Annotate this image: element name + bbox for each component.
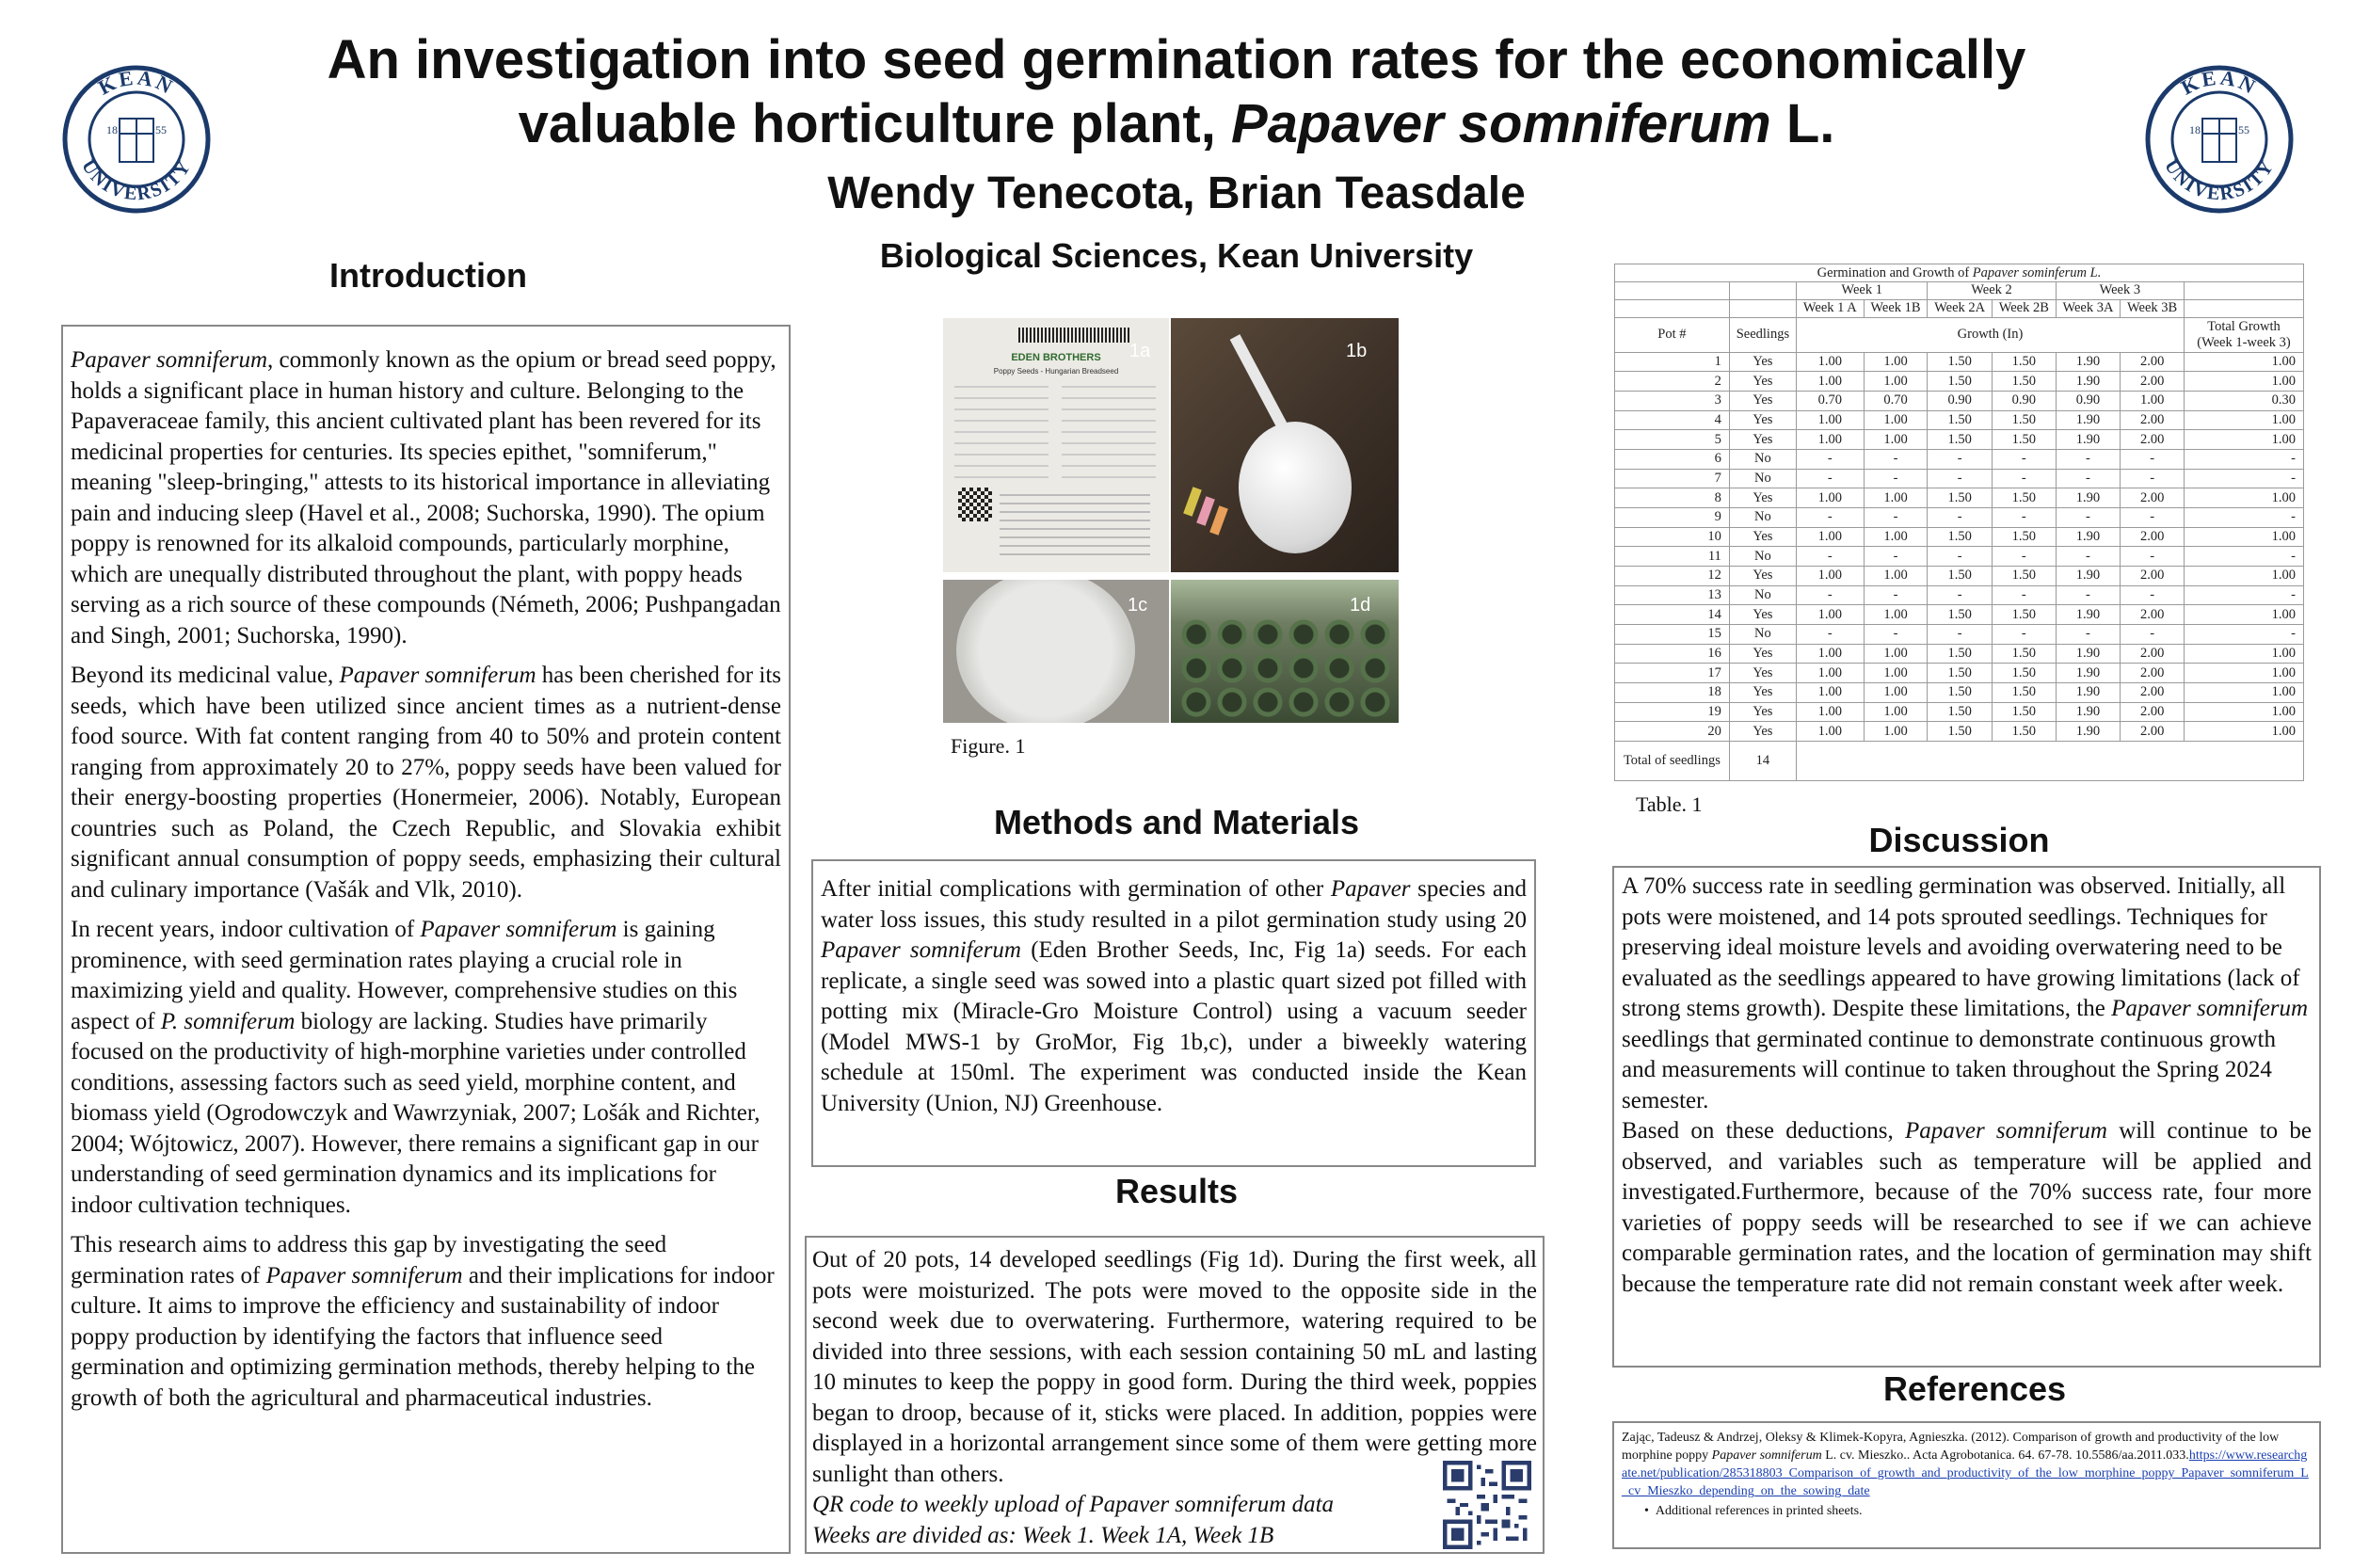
table-cell: - xyxy=(1864,450,1928,470)
germination-table xyxy=(1614,264,2304,781)
table-cell: 13 xyxy=(1615,585,1730,605)
table-cell: 2.00 xyxy=(2121,527,2185,547)
table-cell: 1.50 xyxy=(1992,410,2056,430)
figure-1a-seed-packet xyxy=(943,318,1169,572)
table-cell: Yes xyxy=(1729,352,1796,372)
table-cell: 1.90 xyxy=(2056,527,2121,547)
table-cell: - xyxy=(1992,585,2056,605)
table-row xyxy=(1615,392,2304,411)
logo-text-top: KEAN xyxy=(94,65,179,100)
figure-1d-seedling-pots xyxy=(1171,580,1399,723)
authors: Wendy Tenecota, Brian Teasdale xyxy=(827,168,1526,218)
table-cell: 0.90 xyxy=(1992,392,2056,411)
table-cell: - xyxy=(1797,547,1865,567)
table-cell: Yes xyxy=(1729,430,1796,450)
table-total-row xyxy=(1615,742,2304,781)
table-row xyxy=(1615,664,2304,683)
table-cell: - xyxy=(1928,508,1993,528)
table-cell: 1.90 xyxy=(2056,722,2121,742)
subcol-week1b: Week 1B xyxy=(1864,299,1928,317)
figure-1c-seed-tray xyxy=(943,580,1169,723)
table-cell: 8 xyxy=(1615,488,1730,508)
table-cell: - xyxy=(2056,547,2121,567)
subcol-week3a: Week 3A xyxy=(2056,299,2121,317)
table-cell: 17 xyxy=(1615,664,1730,683)
table-cell: 1.00 xyxy=(1864,664,1928,683)
table-cell: Yes xyxy=(1729,410,1796,430)
results-heading: Results xyxy=(1114,1172,1239,1210)
table-row xyxy=(1615,722,2304,742)
table-cell: 1.00 xyxy=(2185,683,2304,703)
table-row xyxy=(1615,605,2304,625)
table-cell: - xyxy=(1992,469,2056,488)
table-cell: 1.50 xyxy=(1928,644,1993,664)
table-cell: 1.00 xyxy=(1797,644,1865,664)
table-cell: - xyxy=(1992,508,2056,528)
total-label: Total of seedlings xyxy=(1615,742,1730,781)
figure-1b-vacuum-seeder xyxy=(1171,318,1399,572)
discussion-box xyxy=(1612,866,2321,1368)
table-cell: - xyxy=(2121,450,2185,470)
table-cell: - xyxy=(2056,469,2121,488)
col-seedlings: Seedlings xyxy=(1729,317,1796,352)
table-cell: 1.50 xyxy=(1928,527,1993,547)
intro-paragraph-2: Beyond its medicinal value, Papaver somniferum has been cherished for its seeds, which have been utilized since ancient times as a nutrient-dense food source. With fat content ranging from 40 to 50% and protein content ranging from approximately 20 to 27%, poppy seeds have been valued for their energy-boosting properties (Honermeier, 2006). Notably, European countries such as Poland, the Czech Republic, and Slovakia exhibit significant annual consumption of poppy seeds, emphasizing their cultural and culinary importance (Vašák and Vlk, 2010). xyxy=(71,663,781,903)
table-row xyxy=(1615,450,2304,470)
logo-text-bottom: UNIVERSITY xyxy=(77,155,196,205)
logo-year-left: 18 xyxy=(106,123,118,136)
table-cell: 2.00 xyxy=(2121,722,2185,742)
reference-1-link[interactable]: https://www.researchgate.net/publication/285318803_Comparison_of_growth_and_productivity_of_the_low_morphine_poppy_Papaver_somniferum_L_cv_Mieszko_depending_on_the_sowing_date xyxy=(1622,1448,2309,1498)
table-cell: 1.50 xyxy=(1928,683,1993,703)
table-cell: 2 xyxy=(1615,372,1730,392)
table-cell: - xyxy=(1864,508,1928,528)
table-row xyxy=(1615,527,2304,547)
table-cell: 1.50 xyxy=(1992,352,2056,372)
table-cell: 1.00 xyxy=(1797,722,1865,742)
reference-bullet: • Additional references in printed sheets. xyxy=(1644,1504,1863,1518)
table-cell: 2.00 xyxy=(2121,605,2185,625)
table-cell: 1.50 xyxy=(1928,605,1993,625)
table-cell: 1.90 xyxy=(2056,372,2121,392)
table-cell: 1.00 xyxy=(1797,488,1865,508)
table-cell: 1.00 xyxy=(1797,372,1865,392)
table-cell: - xyxy=(1864,585,1928,605)
table-row xyxy=(1615,372,2304,392)
table-cell: 1.50 xyxy=(1928,702,1993,722)
reference-1: Zając, Tadeusz & Andrzej, Oleksy & Klimek-Kopyra, Agnieszka. (2012). Comparison of growth and productivity of the low morphine poppy Papaver somniferum L. cv. Mieszko.. Acta Agrobotanica. 64. 67-78. 10.5586/aa.2011.033.https://www.researchgate.net/publication/285318803_Comparison_of_growth_and_productivity_of_the_low_morphine_poppy_Papaver_somniferum_L_cv_Mieszko_depending_on_the_sowing_date xyxy=(1622,1431,2309,1498)
logo-left xyxy=(61,64,212,219)
subcol-week3b: Week 3B xyxy=(2121,299,2185,317)
table-cell: 1.90 xyxy=(2056,410,2121,430)
table-cell: 1.00 xyxy=(1797,430,1865,450)
table-cell: - xyxy=(2056,625,2121,645)
figure-caption: Figure. 1 xyxy=(951,734,1026,758)
table-cell: 1.50 xyxy=(1992,430,2056,450)
table-cell: 1.00 xyxy=(2185,410,2304,430)
figure-label-1a: 1a xyxy=(1129,341,1151,361)
table-cell: 1.50 xyxy=(1992,605,2056,625)
table-cell: 1.00 xyxy=(1864,644,1928,664)
table-cell: 9 xyxy=(1615,508,1730,528)
logo-right xyxy=(2144,64,2295,219)
table-cell: 1.50 xyxy=(1992,488,2056,508)
table-cell: Yes xyxy=(1729,702,1796,722)
table-cell: - xyxy=(1864,625,1928,645)
table-cell: - xyxy=(1992,547,2056,567)
col-pot: Pot # xyxy=(1615,317,1730,352)
table-cell: No xyxy=(1729,450,1796,470)
table-cell: 1.50 xyxy=(1992,644,2056,664)
table-cell: 1.90 xyxy=(2056,664,2121,683)
table-cell: 1.00 xyxy=(1797,527,1865,547)
table-cell: 1.50 xyxy=(1928,664,1993,683)
table-cell: 1.50 xyxy=(1928,488,1993,508)
table-cell: 1.50 xyxy=(1992,664,2056,683)
svg-text:KEAN xyxy=(2177,66,2262,100)
table-cell: 20 xyxy=(1615,722,1730,742)
table-cell: 7 xyxy=(1615,469,1730,488)
table-title-row: Germination and Growth of Papaver sominferum L. xyxy=(1615,264,2304,282)
subcol-week1a: Week 1 A xyxy=(1797,299,1865,317)
table-cell: - xyxy=(1797,625,1865,645)
table-cell: 1.00 xyxy=(2185,722,2304,742)
table-cell: 1.00 xyxy=(1864,372,1928,392)
table-cell: Yes xyxy=(1729,567,1796,586)
table-cell: - xyxy=(2121,508,2185,528)
table-cell: 1.00 xyxy=(2185,567,2304,586)
table-cell: 1.90 xyxy=(2056,702,2121,722)
table-cell: - xyxy=(1797,450,1865,470)
table-row xyxy=(1615,352,2304,372)
table-row xyxy=(1615,469,2304,488)
introduction-box xyxy=(61,325,791,1554)
table-cell: 1.00 xyxy=(1797,664,1865,683)
table-cell: Yes xyxy=(1729,488,1796,508)
table-cell: - xyxy=(2185,547,2304,567)
table-cell: - xyxy=(2185,469,2304,488)
total-value: 14 xyxy=(1729,742,1796,781)
packet-product: Poppy Seeds - Hungarian Breadseed xyxy=(993,367,1119,376)
table-cell: Yes xyxy=(1729,372,1796,392)
discussion-paragraph-1: A 70% success rate in seedling germination was observed. Initially, all pots were moistened, and 14 pots sprouted seedlings. Techniques for preserving ideal moisture levels and avoiding overwatering need to be evaluated as the seedlings appeared to have growing limitations (lack of strong stems growth). Despite these limitations, the Papaver somniferum seedlings that germinated continue to demonstrate continuous growth and measurements will continue to taken throughout the Spring 2024 semester. xyxy=(1622,873,2309,1113)
table-cell: - xyxy=(2185,450,2304,470)
subcol-week2b: Week 2B xyxy=(1992,299,2056,317)
intro-paragraph-4: This research aims to address this gap by investigating the seed germination rates of Papaver somniferum and their implications for indoor culture. It aims to improve the efficiency and sustainability of indoor poppy production by identifying the factors that influence seed germination and optimizing germination methods, thereby helping to the growth of both the agricultural and pharmaceutical industries. xyxy=(71,1232,775,1411)
figure-label-1b: 1b xyxy=(1346,341,1368,361)
table-cell: 1.00 xyxy=(1864,702,1928,722)
table-cell: 0.30 xyxy=(2185,392,2304,411)
col-growth: Growth (In) xyxy=(1797,317,2185,352)
table-cell: 1.50 xyxy=(1928,430,1993,450)
table-cell: No xyxy=(1729,469,1796,488)
table-cell: - xyxy=(1797,469,1865,488)
table-row xyxy=(1615,430,2304,450)
table-cell: - xyxy=(1928,625,1993,645)
packet-brand: EDEN BROTHERS xyxy=(1011,352,1101,363)
table-cell: 1.00 xyxy=(1864,352,1928,372)
table-cell: 1.90 xyxy=(2056,683,2121,703)
table-cell: 2.00 xyxy=(2121,567,2185,586)
table-cell: 11 xyxy=(1615,547,1730,567)
table-cell: No xyxy=(1729,547,1796,567)
table-cell: Yes xyxy=(1729,683,1796,703)
kean-seal-icon xyxy=(2144,64,2295,215)
table-cell: 1.00 xyxy=(2185,702,2304,722)
col-total: Total Growth (Week 1-week 3) xyxy=(2185,317,2304,352)
table-cell: 5 xyxy=(1615,430,1730,450)
table-cell: 1.50 xyxy=(1928,567,1993,586)
table-cell: 0.70 xyxy=(1864,392,1928,411)
table-cell: - xyxy=(2121,547,2185,567)
table-cell: 1.90 xyxy=(2056,605,2121,625)
table-cell: 1.00 xyxy=(1797,410,1865,430)
table-cell: 2.00 xyxy=(2121,683,2185,703)
table-cell: 1.50 xyxy=(1992,527,2056,547)
methods-box: After initial complications with germination of other Papaver species and water loss issues, this study resulted in a pilot germination study using 20 Papaver somniferum (Eden Brother Seeds, Inc, Fig 1a) seeds. For each replicate, a single seed was sowed into a plastic quart sized pot filled with potting mix (Miracle-Gro Moisture Control) using a vacuum seeder (Model MWS-1 by GroMor, Fig 1b,c), under a biweekly watering schedule at 150ml. The experiment was conducted inside the Kean University (Union, NJ) Greenhouse. xyxy=(811,859,1536,1167)
table-week-group-row xyxy=(1615,282,2304,300)
table-cell: 1.00 xyxy=(2185,605,2304,625)
table-cell: 19 xyxy=(1615,702,1730,722)
table-cell: 10 xyxy=(1615,527,1730,547)
table-cell: - xyxy=(1864,469,1928,488)
table-cell: 1.50 xyxy=(1992,702,2056,722)
introduction-heading: Introduction xyxy=(329,256,527,295)
table-cell: - xyxy=(1992,625,2056,645)
table-cell: 1.00 xyxy=(1864,722,1928,742)
table-cell: Yes xyxy=(1729,605,1796,625)
table-header-row xyxy=(1615,317,2304,352)
week-group-3: Week 3 xyxy=(2056,282,2184,300)
table-row xyxy=(1615,644,2304,664)
table-cell: 1 xyxy=(1615,352,1730,372)
table-cell: 1.90 xyxy=(2056,352,2121,372)
logo-text-top: KEAN xyxy=(2177,65,2262,100)
table-cell: 2.00 xyxy=(2121,410,2185,430)
table-cell: No xyxy=(1729,508,1796,528)
affiliation: Biological Sciences, Kean University xyxy=(879,236,1474,275)
table-row xyxy=(1615,410,2304,430)
table-cell: 0.90 xyxy=(1928,392,1993,411)
qr-caption-line2: Weeks are divided as: Week 1. Week 1A, Week 1B xyxy=(812,1522,1274,1548)
table-cell: 1.50 xyxy=(1928,410,1993,430)
table-row xyxy=(1615,547,2304,567)
table-cell: - xyxy=(2121,469,2185,488)
table-cell: 1.00 xyxy=(1864,488,1928,508)
results-box xyxy=(805,1236,1545,1554)
table-cell: 1.00 xyxy=(1797,702,1865,722)
subcol-week2a: Week 2A xyxy=(1928,299,1993,317)
references-heading: References xyxy=(1882,1369,2067,1408)
table-cell: - xyxy=(2056,450,2121,470)
table-cell: Yes xyxy=(1729,527,1796,547)
table-cell: 1.00 xyxy=(1864,410,1928,430)
discussion-heading: Discussion xyxy=(1868,821,2050,859)
week-group-1: Week 1 xyxy=(1797,282,1928,300)
poster-title-line2: valuable horticulture plant, Papaver somniferum L. xyxy=(518,93,1835,154)
table-cell: 2.00 xyxy=(2121,372,2185,392)
table-cell: 0.70 xyxy=(1797,392,1865,411)
table-cell: 1.90 xyxy=(2056,430,2121,450)
poster-title-line1: An investigation into seed germination rates for the economically xyxy=(327,29,2026,90)
table-cell: 1.90 xyxy=(2056,567,2121,586)
table-cell: 1.50 xyxy=(1992,372,2056,392)
table-row xyxy=(1615,702,2304,722)
table-row xyxy=(1615,508,2304,528)
logo-year-left: 18 xyxy=(2189,123,2201,136)
table-cell: 1.90 xyxy=(2056,644,2121,664)
methods-heading: Methods and Materials xyxy=(993,803,1360,841)
table-cell: - xyxy=(2185,585,2304,605)
table-cell: 1.00 xyxy=(1797,352,1865,372)
table-cell: 1.00 xyxy=(1864,683,1928,703)
table-cell: Yes xyxy=(1729,722,1796,742)
table-cell: 1.50 xyxy=(1928,372,1993,392)
table-cell: - xyxy=(2185,625,2304,645)
table-cell: No xyxy=(1729,585,1796,605)
table-cell: 15 xyxy=(1615,625,1730,645)
qr-caption-line1: QR code to weekly upload of Papaver somniferum data xyxy=(812,1492,1335,1517)
table-cell: 1.50 xyxy=(1992,567,2056,586)
table-cell: 1.00 xyxy=(2185,430,2304,450)
table-cell: 1.50 xyxy=(1992,722,2056,742)
table-cell: - xyxy=(1992,450,2056,470)
results-text: Out of 20 pots, 14 developed seedlings (Fig 1d). During the first week, all pots were moisturized. The pots were moved to the opposite side in the second week due to overwatering. Furthermore, watering required to be divided into three sessions, with each session containing 50 mL and lasting 10 minutes to keep the poppy in good form. During the third week, poppies began to droop, because of it, sticks were placed. In addition, poppies were displayed in a horizontal arrangement since some of them were getting more sunlight than others. xyxy=(812,1247,1537,1487)
table-cell: 18 xyxy=(1615,683,1730,703)
table-row xyxy=(1615,625,2304,645)
discussion-paragraph-2: Based on these deductions, Papaver somniferum will continue to be observed, and variables such as temperature will be applied and investigated.Furthermore, because of the 70% success rate, four more varieties of poppy seeds will be researched to see if we can achieve comparable germination rates, and the location of germination may shift because the temperature rate did not remain constant week after week. xyxy=(1622,1118,2312,1297)
table-row xyxy=(1615,585,2304,605)
figure-label-1c: 1c xyxy=(1128,595,1148,616)
table-row xyxy=(1615,567,2304,586)
table-cell: 1.00 xyxy=(2185,644,2304,664)
table-cell: No xyxy=(1729,625,1796,645)
table-cell: - xyxy=(1928,450,1993,470)
logo-text-bottom: UNIVERSITY xyxy=(2160,155,2279,205)
table-cell: 1.00 xyxy=(1864,430,1928,450)
table-cell: - xyxy=(1797,585,1865,605)
table-cell: - xyxy=(2121,625,2185,645)
table-cell: 1.00 xyxy=(2121,392,2185,411)
svg-text:KEAN xyxy=(94,66,179,100)
table-cell: 2.00 xyxy=(2121,430,2185,450)
table-cell: - xyxy=(1928,585,1993,605)
table-cell: 2.00 xyxy=(2121,352,2185,372)
table-cell: 2.00 xyxy=(2121,488,2185,508)
table-cell: 1.00 xyxy=(1797,567,1865,586)
intro-paragraph-1: Papaver somniferum, commonly known as the opium or bread seed poppy, holds a significant place in human history and culture. Belonging to the Papaveraceae family, this ancient cultivated plant has been revered for its medicinal properties for centuries. Its species epithet, "somniferum," meaning "sleep-bringing," attests to its historical importance in alleviating pain and inducing sleep (Havel et al., 2008; Suchorska, 1990). The opium poppy is renowned for its alkaloid compounds, particularly morphine, which are unequally distributed throughout the plant, with poppy heads serving as a rich source of these compounds (Németh, 2006; Pushpangadan and Singh, 2001; Suchorska, 1990). xyxy=(71,347,781,648)
table-cell: - xyxy=(1928,469,1993,488)
table-cell: 2.00 xyxy=(2121,664,2185,683)
figure-label-1d: 1d xyxy=(1350,595,1371,616)
table-cell: 12 xyxy=(1615,567,1730,586)
table-cell: Yes xyxy=(1729,664,1796,683)
table-cell: 1.00 xyxy=(2185,527,2304,547)
table-cell: 3 xyxy=(1615,392,1730,411)
table-cell: 14 xyxy=(1615,605,1730,625)
table-cell: 1.50 xyxy=(1928,722,1993,742)
table-cell: 1.00 xyxy=(1864,605,1928,625)
table-cell: 4 xyxy=(1615,410,1730,430)
table-cell: - xyxy=(1928,547,1993,567)
table-cell: 2.00 xyxy=(2121,644,2185,664)
table-cell: 1.00 xyxy=(1864,527,1928,547)
qr-code-icon xyxy=(1443,1461,1531,1549)
table-cell: 1.00 xyxy=(2185,664,2304,683)
table-cell: 1.00 xyxy=(2185,352,2304,372)
table-cell: - xyxy=(1797,508,1865,528)
table-cell: Yes xyxy=(1729,392,1796,411)
table-cell: Yes xyxy=(1729,644,1796,664)
table-cell: 1.00 xyxy=(1864,567,1928,586)
table-cell: 1.50 xyxy=(1992,683,2056,703)
table-cell: - xyxy=(2185,508,2304,528)
table-cell: 6 xyxy=(1615,450,1730,470)
table-caption: Table. 1 xyxy=(1636,792,1703,816)
table-cell: 1.90 xyxy=(2056,488,2121,508)
references-box xyxy=(1612,1421,2321,1549)
qr-code[interactable] xyxy=(1443,1461,1531,1549)
kean-seal-icon xyxy=(61,64,212,215)
table-cell: 1.00 xyxy=(2185,372,2304,392)
table-cell: - xyxy=(2056,508,2121,528)
table-cell: 1.00 xyxy=(2185,488,2304,508)
table-row xyxy=(1615,488,2304,508)
table-cell: 1.00 xyxy=(1797,605,1865,625)
logo-year-right: 55 xyxy=(155,123,167,136)
week-group-2: Week 2 xyxy=(1928,282,2056,300)
bullet-icon: • xyxy=(1644,1504,1656,1518)
table-cell: 1.50 xyxy=(1928,352,1993,372)
logo-year-right: 55 xyxy=(2238,123,2249,136)
table-cell: 2.00 xyxy=(2121,702,2185,722)
table-cell: 1.00 xyxy=(1797,683,1865,703)
table-subcol-row xyxy=(1615,299,2304,317)
table-cell: - xyxy=(1864,547,1928,567)
table-cell: 0.90 xyxy=(2056,392,2121,411)
table-row xyxy=(1615,683,2304,703)
intro-paragraph-3: In recent years, indoor cultivation of Papaver somniferum is gaining prominence, with seed germination rates playing a crucial role in maximizing yield and quality. However, comprehensive studies on this aspect of P. somniferum biology are lacking. Studies have primarily focused on the productivity of high-morphine varieties under controlled conditions, assessing factors such as seed yield, morphine content, and biomass yield (Ogrodowczyk and Wawrzyniak, 2007; Lošák and Richter, 2004; Wójtowicz, 2007). However, there remains a significant gap in our understanding of seed germination dynamics and its implications for indoor cultivation techniques. xyxy=(71,917,760,1218)
table-cell: 16 xyxy=(1615,644,1730,664)
table-cell: - xyxy=(2056,585,2121,605)
table-cell: - xyxy=(2121,585,2185,605)
